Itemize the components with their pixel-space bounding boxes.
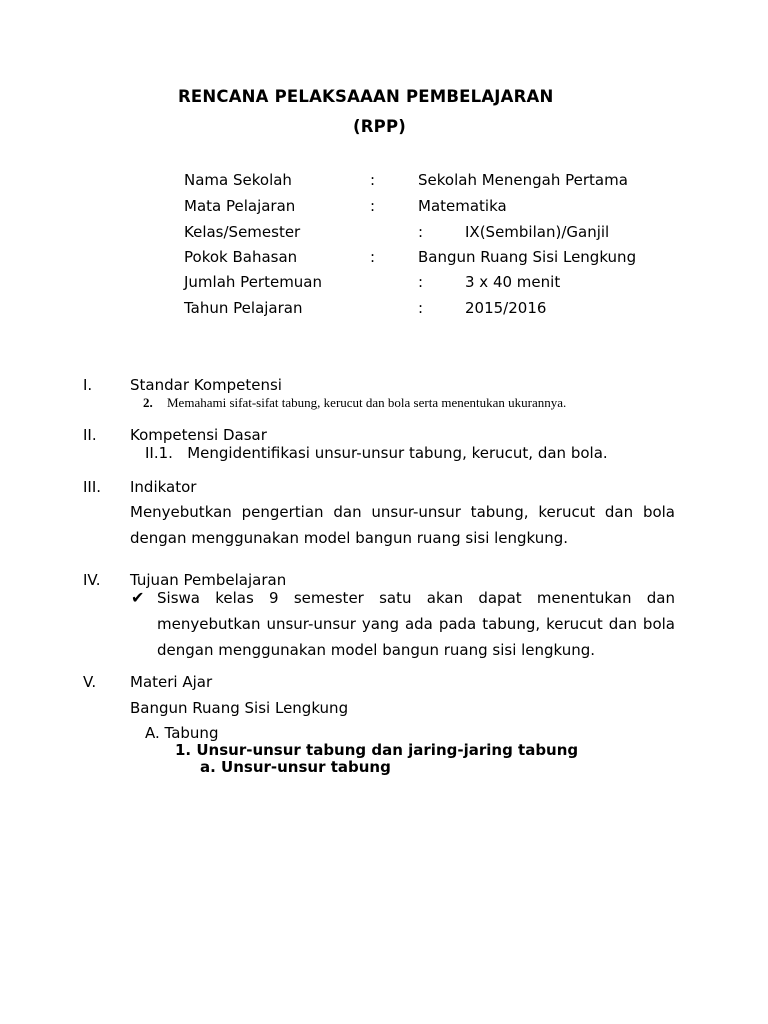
list-item-text: II.1. Mengidentifikasi unsur-unsur tabung, kerucut, dan bola. [145,444,608,462]
identity-label: Nama Sekolah [184,171,292,189]
identity-colon: : [418,223,424,241]
section-title: Standar Kompetensi [130,376,282,394]
identity-value: 3 x 40 menit [465,273,561,291]
identity-value: Bangun Ruang Sisi Lengkung [418,248,637,266]
identity-colon: : [370,171,376,189]
section-number: I. [83,376,93,394]
list-item-text: Memahami sifat-sifat tabung, kerucut dan bola serta menentukan ukurannya. [167,395,567,410]
section-number: II. [83,426,97,444]
identity-colon: : [418,299,424,317]
material-heading-a-small: a. Unsur-unsur tabung [200,758,391,776]
section-title: Indikator [130,478,197,496]
identity-value: Matematika [418,197,507,215]
identity-label: Pokok Bahasan [184,248,298,266]
section-number: IV. [83,571,101,589]
identity-colon: : [418,273,424,291]
indicator-paragraph: Menyebutkan pengertian dan unsur-unsur tabung, kerucut dan bola dengan menggunakan model bangun ruang sisi lengkung. [130,503,675,547]
identity-colon: : [370,197,376,215]
identity-value: IX(Sembilan)/Ganjil [465,223,610,241]
identity-colon: : [370,248,376,266]
section-number: V. [83,673,97,691]
material-heading-1: 1. Unsur-unsur tabung dan jaring-jaring tabung [175,741,579,759]
section-title: Tujuan Pembelajaran [130,571,287,589]
list-item-number: 2. [143,395,153,410]
material-heading-a: A. Tabung [145,724,219,742]
identity-label: Tahun Pelajaran [184,299,303,317]
identity-label: Jumlah Pertemuan [184,273,323,291]
document-title: RENCANA PELAKSAAAN PEMBELAJARAN [178,87,554,106]
check-icon: ✔ [131,588,145,607]
identity-value: 2015/2016 [465,299,547,317]
material-subtitle: Bangun Ruang Sisi Lengkung [130,699,349,717]
section-title: Materi Ajar [130,673,213,691]
identity-label: Mata Pelajaran [184,197,296,215]
identity-value: Sekolah Menengah Pertama [418,171,628,189]
section-number: III. [83,478,102,496]
document-subtitle: (RPP) [353,117,406,136]
identity-label: Kelas/Semester [184,223,301,241]
objective-paragraph: Siswa kelas 9 semester satu akan dapat menentukan dan menyebutkan unsur-unsur yang ada pada tabung, kerucut dan bola dengan menggunakan model bangun ruang sisi lengkung. [157,589,675,659]
section-title: Kompetensi Dasar [130,426,267,444]
